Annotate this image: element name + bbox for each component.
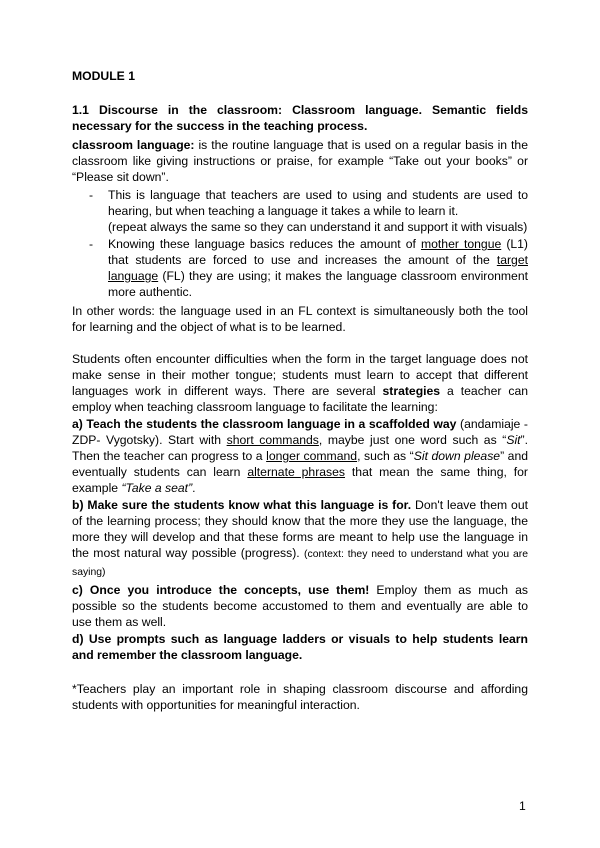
bullet-text: This is language that teachers are used to using and students are used to hearing, but when teaching a language it takes a while to learn it. <box>108 188 528 218</box>
page-number: 1 <box>519 799 526 813</box>
strategy-c <box>72 582 528 630</box>
dash-icon: - <box>89 237 94 251</box>
difficulties-paragraph <box>72 351 528 415</box>
document-page <box>72 68 528 713</box>
paragraph-text: a teacher can employ when teaching classroom language to facilitate the learning: <box>72 384 528 414</box>
strategy-text: that mean the same thing, for example <box>72 465 528 495</box>
bullet-text: Knowing these language basics reduces the amount of <box>108 237 421 251</box>
other-words-paragraph: In other words: the language used in an FL context is simultaneously both the tool for learning and the object of what is to be learned. <box>72 304 528 334</box>
strategy-text: (andamiaje -ZDP- Vygotsky). Start with <box>72 417 528 447</box>
context-note: (context: they need to understand what you are saying) <box>72 549 528 578</box>
strategy-text: , such as “ <box>357 449 414 463</box>
strategy-c-heading: c) Once you introduce the concepts, use them! <box>72 583 370 597</box>
bullet-list <box>72 187 528 300</box>
definition-term: classroom language: <box>72 138 195 152</box>
strategy-text: ”. Then the teacher can progress to a <box>72 433 528 463</box>
definition-paragraph <box>72 137 528 185</box>
bullet-item <box>72 236 528 300</box>
longer-command-term: longer command <box>266 449 358 463</box>
module-heading: MODULE 1 <box>72 69 135 83</box>
example-sit-down-please: Sit down please <box>413 449 501 463</box>
strategy-a-heading: a) Teach the students the classroom language in a scaffolded way <box>72 417 457 431</box>
closing-note: *Teachers play an important role in shaping classroom discourse and affording students with opportunities for meaningful interaction. <box>72 682 528 712</box>
strategy-b-heading: b) Make sure the students know what this language is for. <box>72 498 412 512</box>
short-commands-term: short commands <box>226 433 319 447</box>
bullet-item <box>72 187 528 235</box>
strategies-term: strategies <box>382 384 441 398</box>
bullet-text: (FL) they are using; it makes the language classroom environment more authentic. <box>108 269 528 299</box>
section-title: 1.1 Discourse in the classroom: Classroom language. Semantic fields necessary for the success in the teaching process. <box>72 103 528 133</box>
strategy-text: Employ them as much as possible so the students become accustomed to them and eventually are able to use them as well. <box>72 583 528 629</box>
strategy-d: d) Use prompts such as language ladders or visuals to help students learn and remember the classroom language. <box>72 632 528 662</box>
target-language-term: target language <box>108 253 528 283</box>
dash-icon: - <box>89 188 94 202</box>
paragraph-text: Students often encounter difficulties when the form in the target language does not make sense in their mother tongue; students must learn to accept that different languages work in different ways. There are several <box>72 352 528 398</box>
definition-text: is the routine language that is used on a regular basis in the classroom like giving instructions or praise, for example “Take out your books” or “Please sit down”. <box>72 138 528 184</box>
mother-tongue-term: mother tongue <box>420 237 502 251</box>
strategy-text: ” and eventually students can learn <box>72 449 529 479</box>
strategy-a <box>72 416 528 496</box>
example-take-a-seat: “Take a seat” <box>121 481 193 495</box>
strategy-b <box>72 497 528 581</box>
strategy-text: Don't leave them out of the learning process; they should know that the more they use the language, the more they will develop and that these forms are meant to help use the language in the most natural way possible (progress). <box>72 498 528 560</box>
bullet-text: (L1) that students are forced to use and increases the amount of the <box>108 237 528 267</box>
strategy-text: . <box>192 481 196 495</box>
example-sit: Sit <box>506 433 521 447</box>
strategy-text: , maybe just one word such as “ <box>318 433 507 447</box>
alternate-phrases-term: alternate phrases <box>247 465 345 479</box>
bullet-note: (repeat always the same so they can understand it and support it with visuals) <box>108 220 528 234</box>
